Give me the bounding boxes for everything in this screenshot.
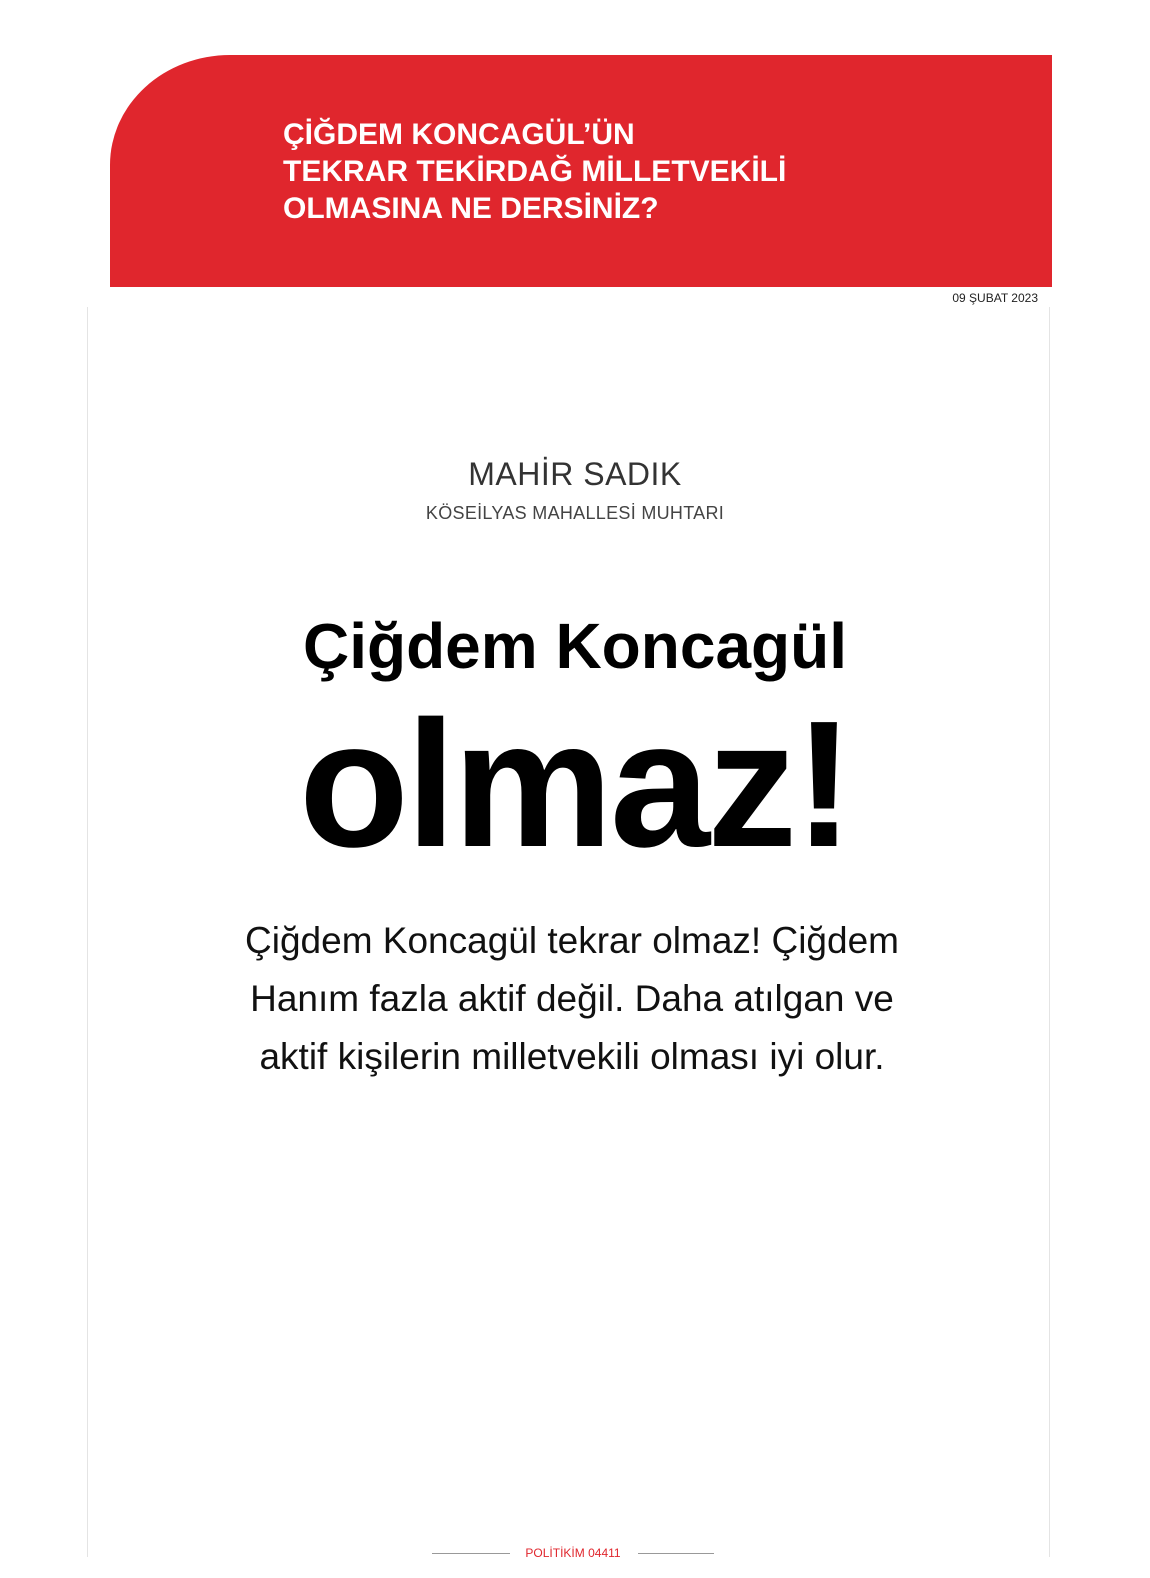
frame-border-left bbox=[87, 307, 88, 1557]
author-name: MAHİR SADIK bbox=[468, 456, 682, 492]
headline-line-2: olmaz! bbox=[298, 684, 852, 885]
question-title bbox=[283, 116, 1023, 227]
headline-line-1: Çiğdem Koncagül bbox=[302, 610, 848, 682]
question-title-line: ÇİĞDEM KONCAGÜL’ÜN bbox=[283, 118, 635, 151]
footer-divider-right bbox=[638, 1553, 714, 1554]
footer-label: POLİTİKİM 04411 bbox=[525, 1546, 621, 1560]
question-title-line: TEKRAR TEKİRDAĞ MİLLETVEKİLİ bbox=[283, 155, 787, 188]
author-role: KÖSEİLYAS MAHALLESİ MUHTARI bbox=[425, 503, 725, 523]
frame-border-right bbox=[1049, 307, 1050, 1557]
question-title-line: OLMASINA NE DERSİNİZ? bbox=[283, 192, 659, 225]
quote-body: Çiğdem Koncagül tekrar olmaz! Çiğdem Hanım fazla aktif değil. Daha atılgan ve aktif kişilerin milletvekili olması iyi olur. bbox=[245, 920, 899, 1077]
publish-date: 09 ŞUBAT 2023 bbox=[952, 291, 1038, 305]
